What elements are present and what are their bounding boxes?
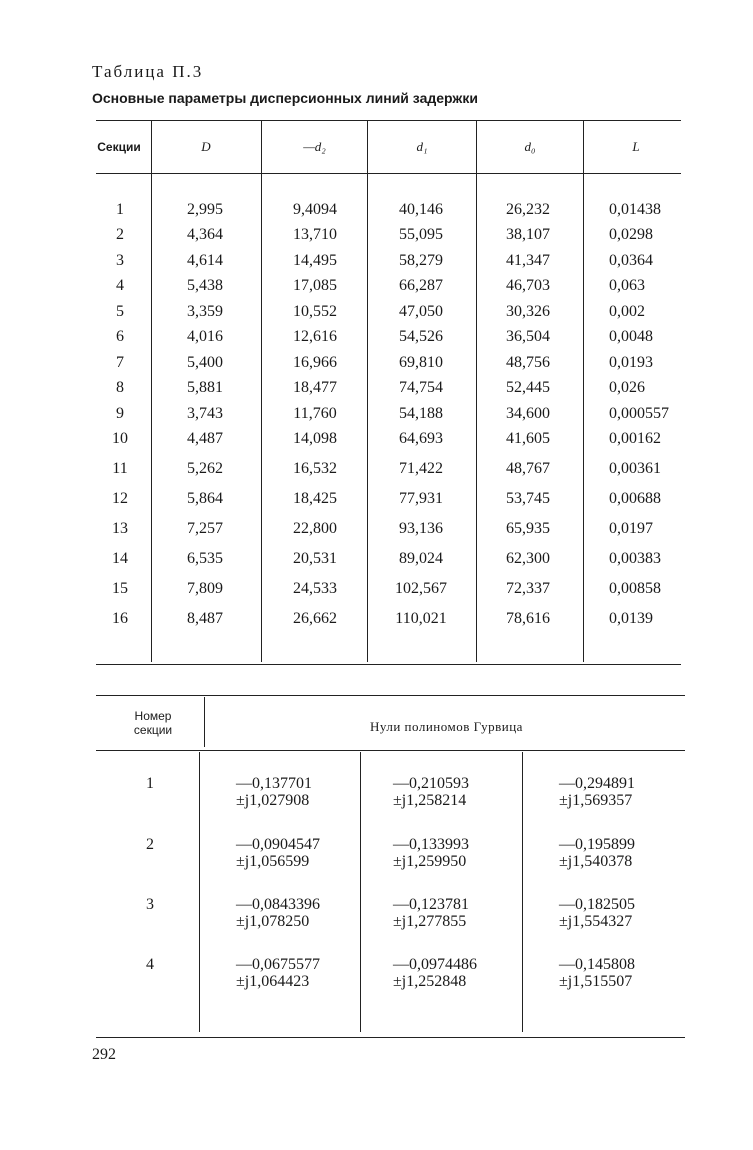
cell-d1: 102,567 <box>395 580 447 597</box>
cell-d0: 72,337 <box>506 580 550 597</box>
cell-section: 2 <box>116 226 124 243</box>
table2-col-divider <box>199 752 200 1032</box>
cell-minus-d2: 14,098 <box>293 430 337 447</box>
table-row <box>0 198 753 222</box>
table2-col-divider <box>360 752 361 1032</box>
cell-L: 0,01438 <box>609 201 661 218</box>
cell-zero-imag: ±j1,540378 <box>559 853 633 870</box>
table-row <box>0 607 753 631</box>
table-row <box>0 376 753 400</box>
cell-section: 4 <box>116 277 124 294</box>
cell-L: 0,063 <box>609 277 645 294</box>
cell-L: 0,0193 <box>609 354 653 371</box>
cell-D: 7,257 <box>187 520 223 537</box>
cell-d1: 54,188 <box>399 405 443 422</box>
cell-section: 5 <box>116 303 124 320</box>
cell-zero-imag: ±j1,027908 <box>236 792 310 809</box>
cell-zero-real: —0,182505 <box>559 896 635 913</box>
cell-zero-imag: ±j1,078250 <box>236 913 310 930</box>
table-row <box>0 325 753 349</box>
cell-zero-imag: ±j1,569357 <box>559 792 633 809</box>
cell-section: 14 <box>112 550 128 567</box>
cell-section: 7 <box>116 354 124 371</box>
cell-L: 0,00361 <box>609 460 661 477</box>
cell-d1: 89,024 <box>399 550 443 567</box>
cell-minus-d2: 26,662 <box>293 610 337 627</box>
cell-zero-real: —0,195899 <box>559 836 635 853</box>
cell-section-number: 3 <box>146 896 154 913</box>
cell-section: 9 <box>116 405 124 422</box>
cell-d0: 36,504 <box>506 328 550 345</box>
cell-minus-d2: 20,531 <box>293 550 337 567</box>
cell-D: 7,809 <box>187 580 223 597</box>
table-title: Основные параметры дисперсионных линий задержки <box>92 90 478 106</box>
table-row <box>0 402 753 426</box>
cell-D: 8,487 <box>187 610 223 627</box>
cell-d1: 40,146 <box>399 201 443 218</box>
cell-d1: 55,095 <box>399 226 443 243</box>
table-row <box>0 223 753 247</box>
cell-d0: 34,600 <box>506 405 550 422</box>
table2-col-divider <box>522 752 523 1032</box>
cell-zero-real: —0,123781 <box>393 896 469 913</box>
cell-d1: 77,931 <box>399 490 443 507</box>
cell-d1: 93,136 <box>399 520 443 537</box>
cell-d1: 58,279 <box>399 252 443 269</box>
cell-minus-d2: 16,532 <box>293 460 337 477</box>
cell-zero-real: —0,294891 <box>559 775 635 792</box>
cell-minus-d2: 24,533 <box>293 580 337 597</box>
table1-top-rule <box>96 120 681 121</box>
cell-zero-real: —0,0904547 <box>236 836 320 853</box>
cell-section-number: 2 <box>146 836 154 853</box>
column-header-minus-d2: —d₂ <box>303 139 326 154</box>
cell-d1: 47,050 <box>399 303 443 320</box>
cell-minus-d2: 18,477 <box>293 379 337 396</box>
cell-D: 3,359 <box>187 303 223 320</box>
table-row <box>0 547 753 571</box>
cell-d1: 71,422 <box>399 460 443 477</box>
table-row <box>0 300 753 324</box>
cell-D: 2,995 <box>187 201 223 218</box>
cell-minus-d2: 11,760 <box>293 405 337 422</box>
cell-D: 4,487 <box>187 430 223 447</box>
cell-D: 6,535 <box>187 550 223 567</box>
cell-d1: 54,526 <box>399 328 443 345</box>
cell-D: 5,881 <box>187 379 223 396</box>
cell-d0: 78,616 <box>506 610 550 627</box>
cell-section: 16 <box>112 610 128 627</box>
cell-L: 0,0298 <box>609 226 653 243</box>
column-header-D: D <box>201 139 211 154</box>
cell-section-number: 1 <box>146 775 154 792</box>
cell-d1: 69,810 <box>399 354 443 371</box>
cell-section-number: 4 <box>146 956 154 973</box>
cell-minus-d2: 12,616 <box>293 328 337 345</box>
column-header-section-number: Номер секции <box>133 709 173 737</box>
cell-d0: 46,703 <box>506 277 550 294</box>
cell-section: 15 <box>112 580 128 597</box>
cell-d0: 30,326 <box>506 303 550 320</box>
cell-zero-imag: ±j1,258214 <box>393 792 467 809</box>
column-header-d1: d₁ <box>416 139 428 154</box>
cell-section: 6 <box>116 328 124 345</box>
table1-bottom-rule <box>96 664 681 665</box>
cell-minus-d2: 13,710 <box>293 226 337 243</box>
cell-L: 0,0139 <box>609 610 653 627</box>
cell-minus-d2: 17,085 <box>293 277 337 294</box>
cell-section: 12 <box>112 490 128 507</box>
table-row <box>0 487 753 511</box>
cell-section: 10 <box>112 430 128 447</box>
cell-D: 3,743 <box>187 405 223 422</box>
cell-zero-real: —0,133993 <box>393 836 469 853</box>
cell-L: 0,00858 <box>609 580 661 597</box>
cell-minus-d2: 10,552 <box>293 303 337 320</box>
cell-section: 11 <box>112 460 128 477</box>
cell-L: 0,002 <box>609 303 645 320</box>
cell-minus-d2: 18,425 <box>293 490 337 507</box>
table-row <box>0 457 753 481</box>
cell-d1: 64,693 <box>399 430 443 447</box>
cell-L: 0,00162 <box>609 430 661 447</box>
cell-section: 8 <box>116 379 124 396</box>
column-header-L: L <box>632 139 640 154</box>
table-row <box>0 249 753 273</box>
column-header-section: Секции <box>97 140 141 154</box>
cell-d0: 53,745 <box>506 490 550 507</box>
cell-d0: 41,605 <box>506 430 550 447</box>
table2-top-rule <box>96 695 685 696</box>
cell-zero-imag: ±j1,056599 <box>236 853 310 870</box>
cell-d0: 62,300 <box>506 550 550 567</box>
cell-d0: 26,232 <box>506 201 550 218</box>
cell-zero-imag: ±j1,554327 <box>559 913 633 930</box>
cell-zero-real: —0,137701 <box>236 775 312 792</box>
cell-minus-d2: 22,800 <box>293 520 337 537</box>
cell-section: 3 <box>116 252 124 269</box>
cell-D: 5,438 <box>187 277 223 294</box>
cell-minus-d2: 14,495 <box>293 252 337 269</box>
table2-bottom-rule <box>96 1037 685 1038</box>
cell-L: 0,000557 <box>609 405 669 422</box>
cell-D: 4,614 <box>187 252 223 269</box>
cell-zero-imag: ±j1,277855 <box>393 913 467 930</box>
table-row <box>0 274 753 298</box>
cell-D: 5,864 <box>187 490 223 507</box>
cell-d1: 74,754 <box>399 379 443 396</box>
cell-d0: 41,347 <box>506 252 550 269</box>
cell-D: 4,364 <box>187 226 223 243</box>
cell-zero-imag: ±j1,515507 <box>559 973 633 990</box>
cell-L: 0,0364 <box>609 252 653 269</box>
table-row <box>0 427 753 451</box>
cell-d0: 52,445 <box>506 379 550 396</box>
cell-d1: 110,021 <box>395 610 447 627</box>
column-header-d0: d₀ <box>524 139 536 154</box>
cell-D: 4,016 <box>187 328 223 345</box>
cell-L: 0,0197 <box>609 520 653 537</box>
column-header-hurwitz-zeros: Нули полиномов Гурвица <box>370 719 523 734</box>
cell-zero-imag: ±j1,259950 <box>393 853 467 870</box>
cell-L: 0,026 <box>609 379 645 396</box>
cell-d0: 65,935 <box>506 520 550 537</box>
cell-d0: 48,756 <box>506 354 550 371</box>
table-row <box>0 577 753 601</box>
cell-D: 5,400 <box>187 354 223 371</box>
cell-L: 0,00688 <box>609 490 661 507</box>
table-caption: Таблица П.3 <box>92 62 204 81</box>
cell-L: 0,0048 <box>609 328 653 345</box>
table-row <box>0 351 753 375</box>
cell-L: 0,00383 <box>609 550 661 567</box>
cell-zero-real: —0,0974486 <box>393 956 477 973</box>
cell-D: 5,262 <box>187 460 223 477</box>
page-number: 292 <box>92 1046 116 1063</box>
table1-header-rule <box>96 173 681 174</box>
table2-header-rule <box>96 750 685 751</box>
cell-zero-real: —0,0675577 <box>236 956 320 973</box>
cell-zero-real: —0,145808 <box>559 956 635 973</box>
cell-zero-real: —0,0843396 <box>236 896 320 913</box>
cell-section: 13 <box>112 520 128 537</box>
cell-zero-real: —0,210593 <box>393 775 469 792</box>
cell-d1: 66,287 <box>399 277 443 294</box>
cell-d0: 38,107 <box>506 226 550 243</box>
cell-zero-imag: ±j1,064423 <box>236 973 310 990</box>
table-row <box>0 517 753 541</box>
cell-section: 1 <box>116 201 124 218</box>
cell-minus-d2: 9,4094 <box>293 201 337 218</box>
cell-minus-d2: 16,966 <box>293 354 337 371</box>
cell-zero-imag: ±j1,252848 <box>393 973 467 990</box>
cell-d0: 48,767 <box>506 460 550 477</box>
